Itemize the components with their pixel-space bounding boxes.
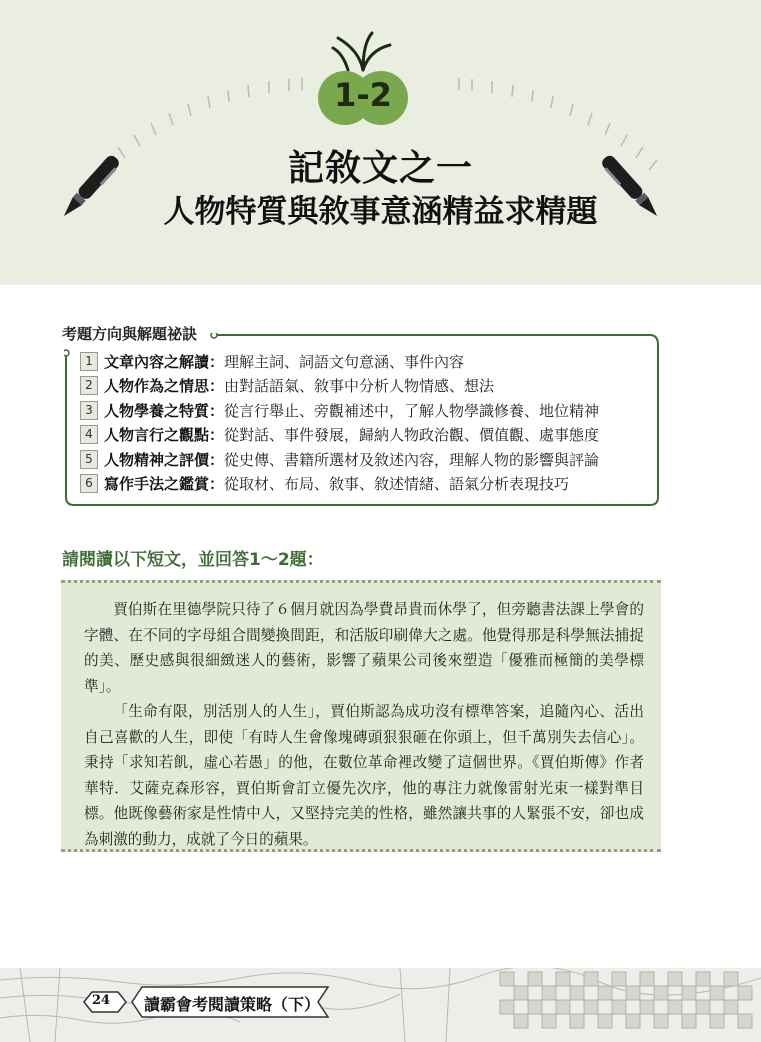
page-number: 24 xyxy=(92,993,111,1008)
passage-paragraph-2: 「生命有限，別活別人的人生」，賈伯斯認為成功沒有標準答案，追隨內心、活出自己喜歡的人生，即使「有時人生會像塊磚頭狠狠砸在你頭上，但千萬別失去信心」。秉持「求知若飢，虛心若愚」的他，在數位革命裡改變了這個世界。《賈伯斯傳》作者華特．艾薩克森形容，賈伯斯會訂立優先次序，他的專注力就像雷射光束一樣對準目標。他既像藝術家是性情中人，又堅持完美的性格，雖然讓共事的人緊張不安，卻也成為刺激的動力，成就了今日的蘋果。 xyxy=(84,703,644,848)
passage-paragraph-1: 賈伯斯在里德學院只待了６個月就因為學費昂貴而休學了，但旁聽書法課上學會的字體、在不同的字母組合間變換間距，和活版印刷偉大之處。他覺得那是科學無法捕捉的美、歷史感與很細緻迷人的藝術，影響了蘋果公司後來塑造「優雅而極簡的美學標準」。 xyxy=(84,601,644,695)
item-number: 2 xyxy=(80,376,98,395)
fountain-pen-icon xyxy=(596,150,666,225)
list-item xyxy=(80,398,650,423)
list-item xyxy=(80,374,650,399)
item-heading: 寫作手法之鑑賞： xyxy=(104,475,225,494)
item-number: 1 xyxy=(80,352,98,371)
item-description: 由對話語氣、敘事中分析人物情感、想法 xyxy=(224,377,495,396)
page-footer xyxy=(0,968,761,1042)
item-description: 從言行舉止、旁觀補述中，了解人物學識修養、地位精神 xyxy=(224,401,600,420)
item-description: 從取材、布局、敘事、敘述情緒、語氣分析表現技巧 xyxy=(224,475,570,494)
item-heading: 人物言行之觀點： xyxy=(104,426,225,445)
item-heading: 文章內容之解讀： xyxy=(104,352,225,371)
chapter-number: 1-2 xyxy=(334,76,392,114)
item-number: 3 xyxy=(80,401,98,420)
footer-pattern xyxy=(0,968,761,1042)
tips-list xyxy=(80,349,650,496)
list-item xyxy=(80,472,650,497)
item-description: 理解主詞、詞語文句意涵、事件內容 xyxy=(224,352,465,371)
item-description: 從史傳、書籍所選材及敘述內容，理解人物的影響與評論 xyxy=(224,450,600,469)
list-item xyxy=(80,349,650,374)
chapter-header xyxy=(0,0,761,285)
question-prompt: 請閱讀以下短文，並回答1～2題： xyxy=(62,550,324,570)
tips-title: 考題方向與解題祕訣 xyxy=(62,325,198,343)
book-title: 讀霸會考閱讀策略（下） xyxy=(144,995,321,1014)
fountain-pen-icon xyxy=(55,150,125,225)
list-item xyxy=(80,447,650,472)
item-number: 5 xyxy=(80,450,98,469)
item-heading: 人物作為之情思： xyxy=(104,377,225,396)
item-number: 6 xyxy=(80,474,98,493)
reading-passage xyxy=(61,580,661,852)
item-heading: 人物學養之特質： xyxy=(104,401,225,420)
item-description: 從對話、事件發展，歸納人物政治觀、價值觀、處事態度 xyxy=(224,426,600,445)
item-heading: 人物精神之評價： xyxy=(104,450,225,469)
chapter-subtitle: 人物特質與敘事意涵精益求精題 xyxy=(163,194,598,230)
list-item xyxy=(80,423,650,448)
item-number: 4 xyxy=(80,425,98,444)
chapter-title: 記敘文之一 xyxy=(287,147,473,189)
